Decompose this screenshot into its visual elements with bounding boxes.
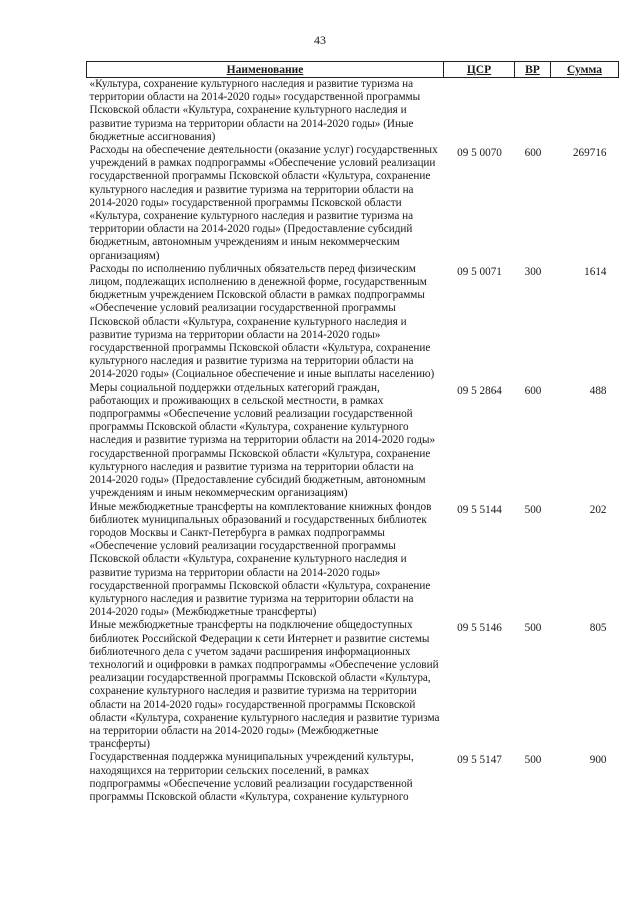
header-row bbox=[87, 62, 619, 78]
row-sum: 488 bbox=[589, 384, 607, 397]
row-name: Расходы на обеспечение деятельности (оказание услуг) государственных учреждений в рамках подпрограммы «Обеспечение условий реализации государственной программы Псковской области «Культура, сохранение культурного наследия и развитие туризма на территории области на 2014-2020 годы» государственной программы Псковской области «Культура, сохранение культурного наследия и развитие туризма на территории области на 2014-2020 годы» (Предоставление субсидий бюджетным, автономным учреждениям и иным некоммерческим организациям) bbox=[89, 144, 438, 262]
table-row bbox=[87, 501, 619, 620]
row-sum bbox=[551, 78, 619, 145]
row-name: Меры социальной поддержки отдельных категорий граждан, работающих и проживающих в сельской местности, в рамках подпрограммы «Обеспечение условий реализации государственной программы Псковской области «Культура, сохранение культурного наследия и развитие туризма на территории области на 2014-2020 годы» государственной программы Псковской области «Культура, сохранение культурного наследия и развитие туризма на территории области на 2014-2020 годы» (Предоставление субсидий бюджетным, автономным учреждениям и иным некоммерческим организациям) bbox=[89, 381, 436, 500]
header-vr: ВР bbox=[515, 62, 551, 78]
page-number: 43 bbox=[314, 33, 326, 47]
header-sum: Сумма bbox=[551, 62, 619, 78]
row-name: Иные межбюджетные трансферты на комплектование книжных фондов библиотек муниципальных образований и государственных библиотек городов Москвы и Санкт-Петербурга в рамках подпрограммы «Обеспечение условий реализации государственной программы Псковской области «Культура, сохранение культурного наследия и развитие туризма на территории области на 2014-2020 годы» государственной программы Псковской области «Культура, сохранение культурного наследия и развитие туризма на территории области на 2014-2020 годы» (Межбюджетные трансферты) bbox=[89, 500, 432, 619]
header-name: Наименование bbox=[87, 62, 444, 78]
row-vr: 600 bbox=[524, 147, 542, 160]
row-name: Государственная поддержка муниципальных учреждений культуры, находящихся на территории сельских поселений, в рамках подпрограммы «Обеспечение условий реализации государственной программы Псковской области «Культура, сохранение культурного bbox=[89, 751, 414, 803]
row-vr: 600 bbox=[524, 384, 542, 397]
table-row bbox=[87, 382, 619, 501]
header-csr: ЦСР bbox=[444, 62, 515, 78]
row-csr: 09 5 0070 bbox=[457, 147, 502, 160]
row-csr bbox=[444, 78, 515, 145]
row-sum: 269716 bbox=[572, 147, 607, 160]
row-vr: 500 bbox=[524, 503, 542, 516]
row-csr: 09 5 0071 bbox=[457, 265, 502, 278]
row-csr: 09 5 5147 bbox=[457, 754, 502, 767]
row-vr: 500 bbox=[524, 754, 542, 767]
budget-table bbox=[86, 61, 619, 804]
row-sum: 1614 bbox=[584, 265, 607, 278]
row-name: Иные межбюджетные трансферты на подключение общедоступных библиотек Российской Федерации к сети Интернет и развитие системы библиотечного дела с учетом задачи расширения информационных технологий и оцифровки в рамках подпрограммы «Обеспечение условий реализации государственной программы Псковской области «Культура, сохранение культурного наследия и развитие туризма на территории области на 2014-2020 годы» государственной программы Псковской области «Культура, сохранение культурного наследия и развитие туризма на территории области на 2014-2020 годы» (Межбюджетные трансферты) bbox=[89, 619, 440, 751]
table-row bbox=[87, 619, 619, 751]
row-vr: 500 bbox=[524, 622, 542, 635]
table-body bbox=[87, 78, 619, 805]
row-vr: 300 bbox=[524, 265, 542, 278]
table-row bbox=[87, 144, 619, 263]
row-csr: 09 5 5146 bbox=[457, 622, 502, 635]
row-name: «Культура, сохранение культурного наследия и развитие туризма на территории области на 2014-2020 годы» государственной программы Псковской области «Культура, сохранение культурного наследия и развитие туризма на территории области на 2014-2020 годы» (Иные бюджетные ассигнования) bbox=[89, 78, 421, 143]
row-csr: 09 5 2864 bbox=[457, 384, 502, 397]
row-sum: 805 bbox=[589, 622, 607, 635]
table-row bbox=[87, 751, 619, 804]
row-csr: 09 5 5144 bbox=[457, 503, 502, 516]
row-sum: 202 bbox=[589, 503, 607, 516]
table-header bbox=[87, 62, 619, 78]
row-sum: 900 bbox=[589, 754, 607, 767]
table-row bbox=[87, 263, 619, 382]
row-name: Расходы по исполнению публичных обязательств перед физическим лицом, подлежащих исполнению в денежной форме, государственным бюджетным учреждением Псковской области в рамках подпрограммы «Обеспечение условий реализации государственной программы Псковской области «Культура, сохранение культурного наследия и развитие туризма на территории области на 2014-2020 годы» государственной программы Псковской области «Культура, сохранение культурного наследия и развитие туризма на территории области на 2014-2020 годы» (Социальное обеспечение и иные выплаты населению) bbox=[89, 262, 435, 381]
table-row bbox=[87, 78, 619, 145]
row-vr bbox=[515, 78, 551, 145]
